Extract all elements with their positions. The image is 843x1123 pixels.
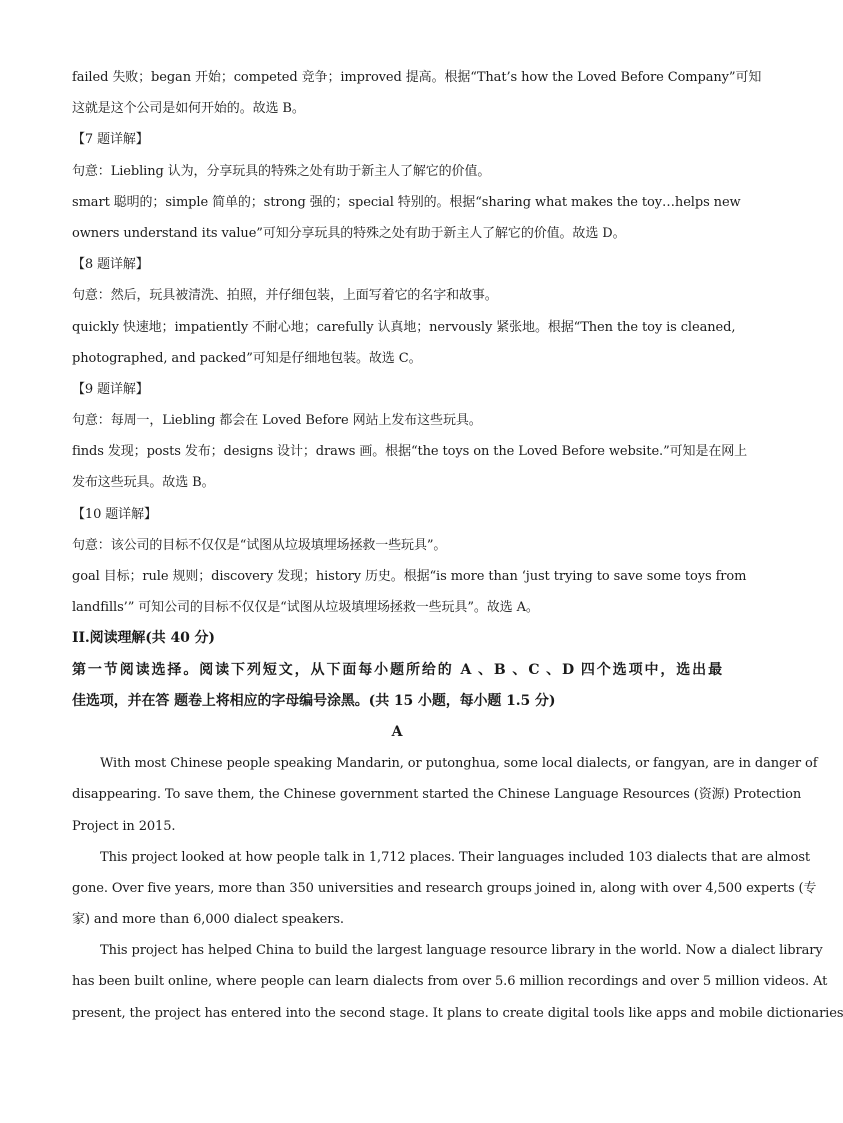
text-line: goal 目标；rule 规则；discovery 发现；history 历史。根据“is more than ‘just trying to save some toys from	[72, 569, 747, 584]
passage-line: has been built online, where people can learn dialects from over 5.6 million recordings and over 5 million videos. At	[72, 974, 828, 990]
document-page	[72, 62, 843, 1029]
question-header: 【7 题详解】	[72, 132, 149, 148]
text-line: 这就是这个公司是如何开始的。故选 B。	[72, 101, 305, 117]
question-header: 【10 题详解】	[72, 506, 157, 522]
text-line: failed 失败；began 开始；competed 竞争；improved 提高。根据“That’s how the Loved Before Company”可知	[72, 70, 762, 85]
passage-line: This project looked at how people talk in 1,712 places. Their languages included 103 dialects that are almost	[100, 849, 811, 865]
section-instructions: 佳选项，并在答 题卷上将相应的字母编号涂黑。(共 15 小题，每小题 1.5 分)	[72, 692, 556, 709]
question-header: 【8 题详解】	[72, 257, 149, 273]
text-line: landfills’” 可知公司的目标不仅仅是“试图从垃圾填埋场拯救一些玩具”。故选 A。	[72, 600, 539, 616]
passage-line: This project has helped China to build the largest language resource library in the world. Now a dialect library	[100, 943, 823, 959]
text-line: smart 聪明的；simple 简单的；strong 强的；special 特别的。根据“sharing what makes the toy…helps new	[72, 194, 741, 210]
text-line: owners understand its value”可知分享玩具的特殊之处有助于新主人了解它的价值。故选 D。	[72, 225, 626, 241]
passage-line: With most Chinese people speaking Mandarin, or putonghua, some local dialects, or fangyan, are in danger of	[100, 756, 818, 772]
section-title: II.阅读理解(共 40 分)	[72, 630, 215, 647]
text-line: photographed, and packed”可知是仔细地包装。故选 C。	[72, 350, 422, 366]
passage-line: gone. Over five years, more than 350 universities and research groups joined in, along with over 4,500 experts (专	[72, 880, 817, 896]
passage-line: disappearing. To save them, the Chinese government started the Chinese Language Resources (资源) Protection	[72, 787, 802, 803]
text-line: 发布这些玩具。故选 B。	[72, 475, 215, 491]
question-header: 【9 题详解】	[72, 381, 149, 397]
text-line: quickly 快速地；impatiently 不耐心地；carefully 认真地；nervously 紧张地。根据“Then the toy is cleaned,	[72, 319, 736, 335]
section-instructions: 第一节阅读选择。阅读下列短文，从下面每小题所给的 A 、B 、C 、D 四个选项中，选出最	[72, 661, 722, 678]
passage-title: A	[391, 723, 403, 740]
text-line: finds 发现；posts 发布；designs 设计；draws 画。根据“the toys on the Loved Before website.”可知是在网上	[72, 444, 748, 460]
passage-line: 家) and more than 6,000 dialect speakers.	[72, 912, 344, 928]
text-line: 句意：然后，玩具被清洗、拍照，并仔细包装，上面写着它的名字和故事。	[72, 288, 498, 304]
passage-line: Project in 2015.	[72, 818, 176, 834]
passage-line: present, the project has entered into the second stage. It plans to create digital tools like apps and mobile dictionaries	[72, 1005, 843, 1021]
text-line: 句意：该公司的目标不仅仅是“试图从垃圾填埋场拯救一些玩具”。	[72, 537, 447, 553]
text-line: 句意：每周一，Liebling 都会在 Loved Before 网站上发布这些玩具。	[72, 413, 482, 429]
text-line: 句意：Liebling 认为，分享玩具的特殊之处有助于新主人了解它的价值。	[72, 163, 491, 179]
